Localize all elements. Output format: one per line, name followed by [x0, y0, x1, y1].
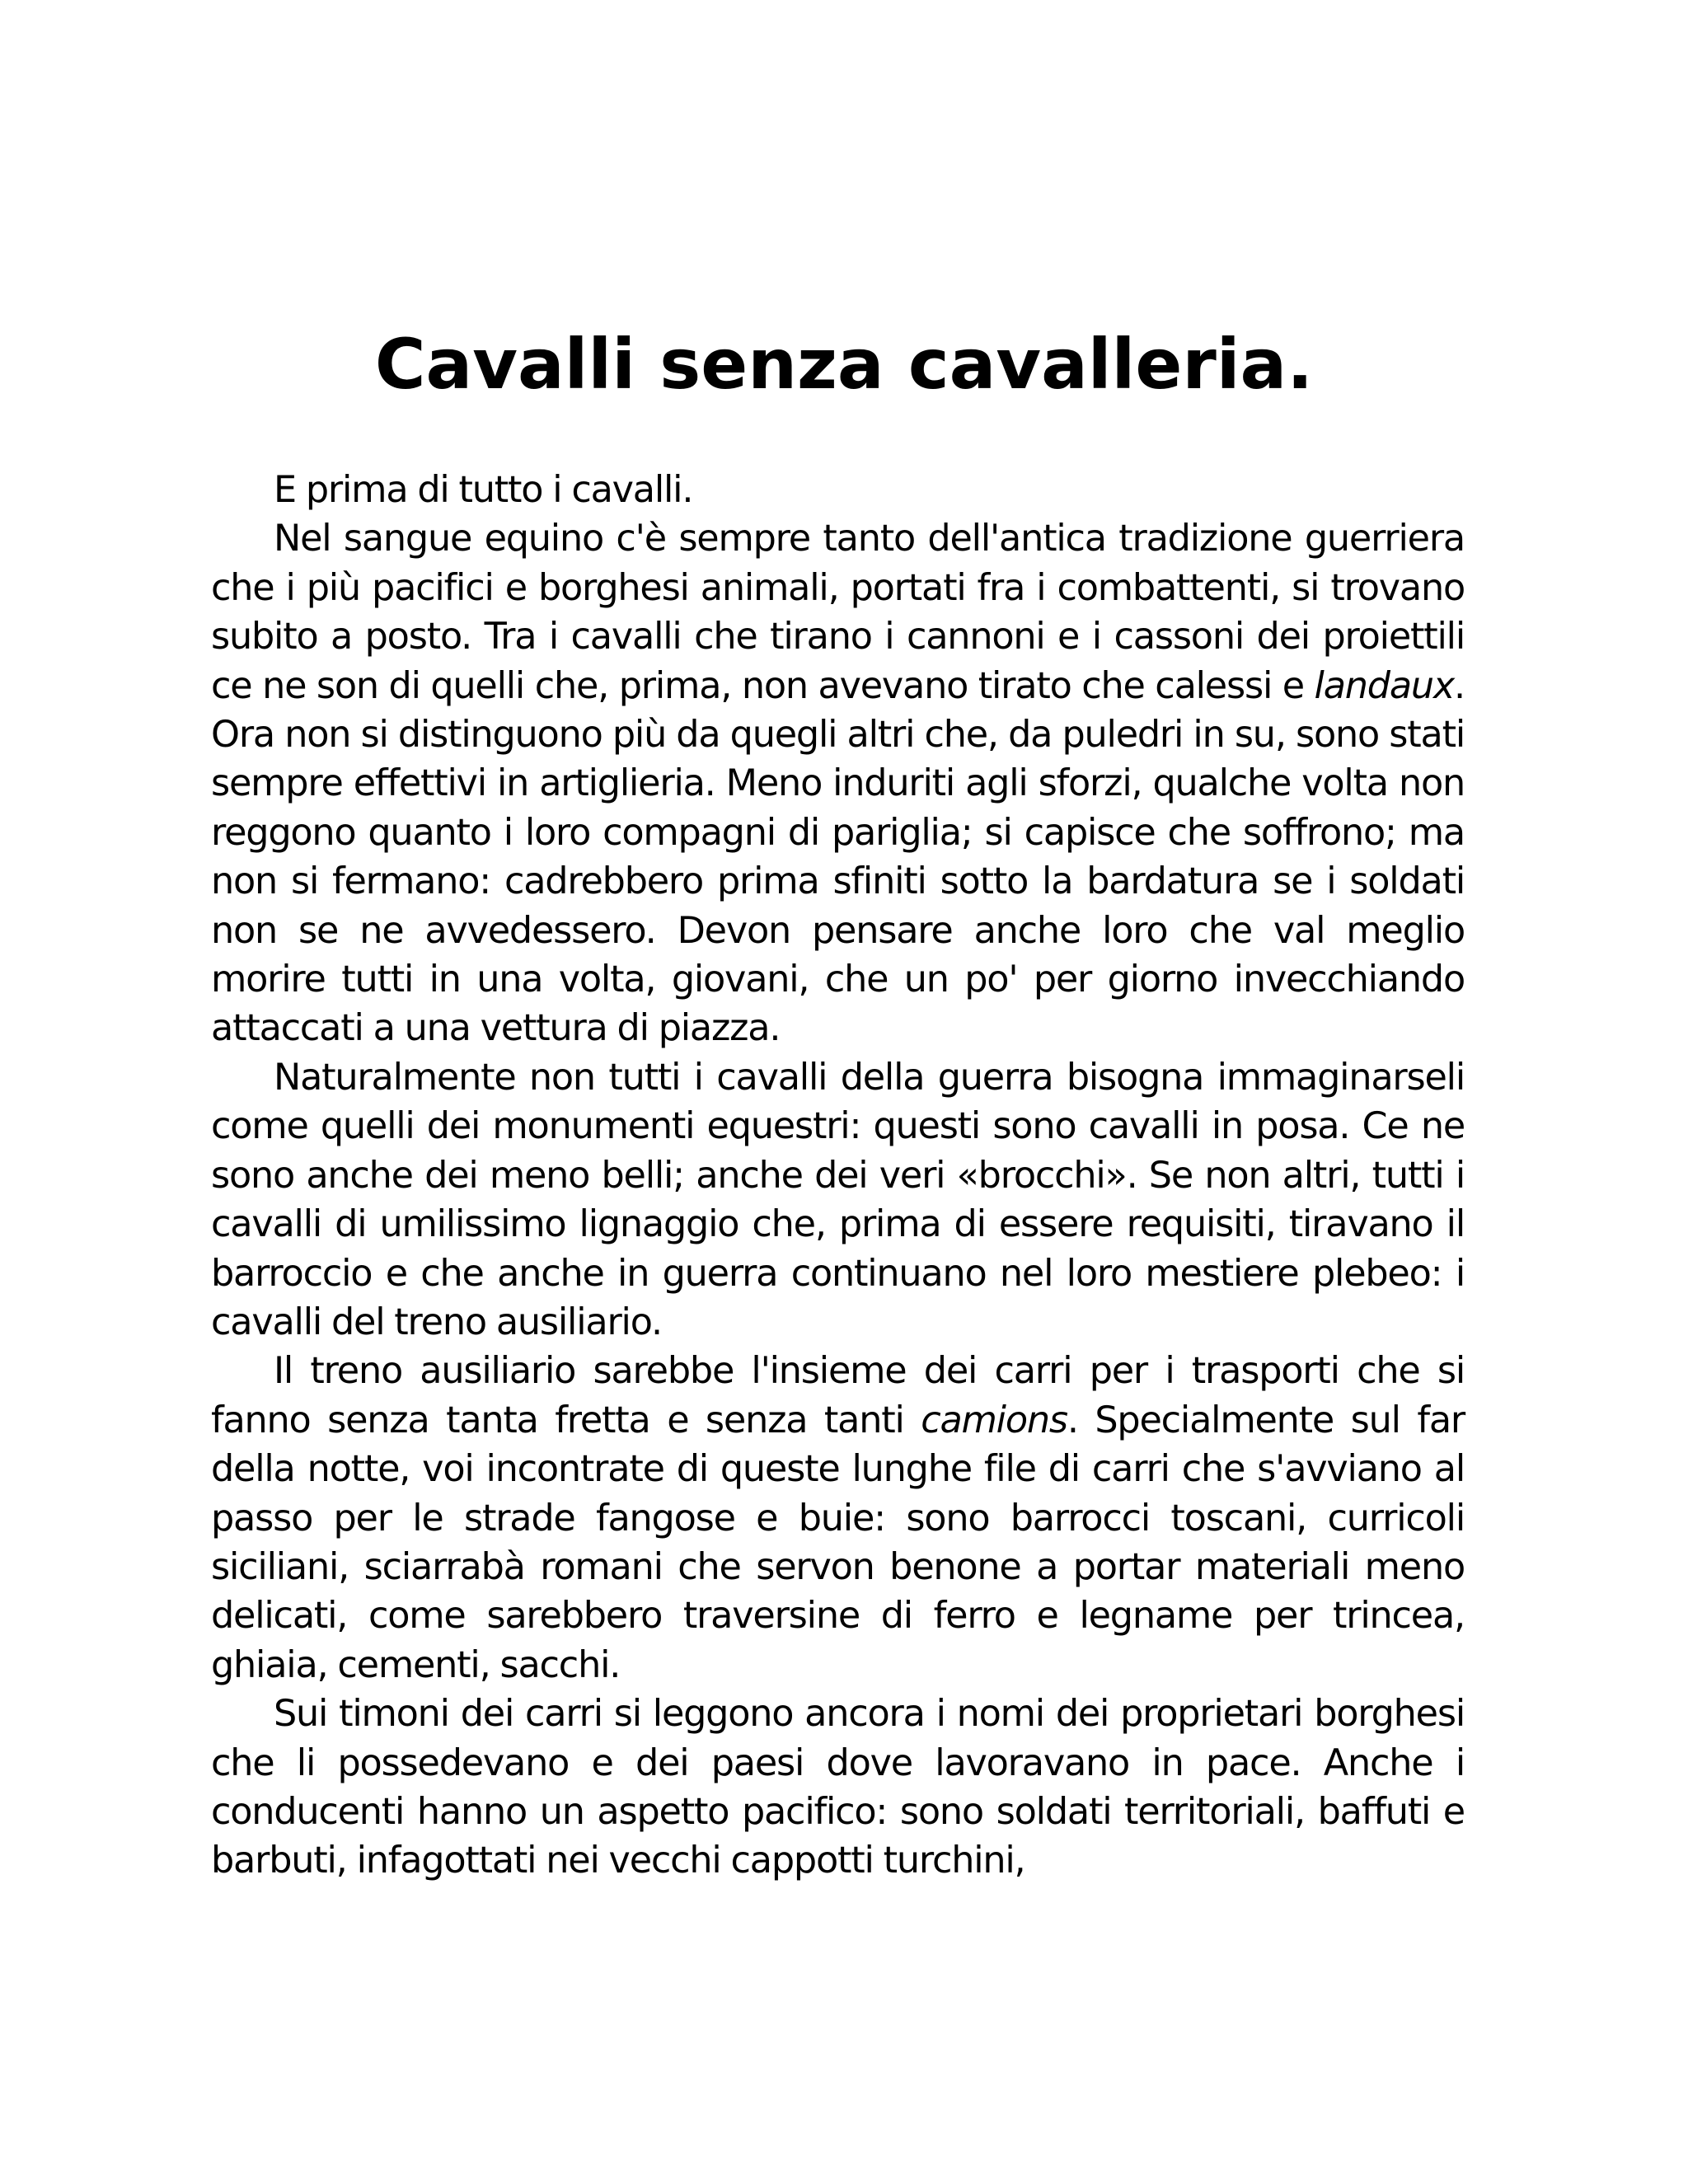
- paragraph-4-italic-word: camions: [921, 1399, 1067, 1441]
- paragraph-1: E prima di tutto i cavalli.: [274, 469, 693, 511]
- body-text: [211, 466, 1465, 1886]
- paragraph-5: Sui timoni dei carri si leggono ancora i nomi dei proprietari borghesi che li possedevano e dei paesi dove lavoravano in pace. Anche i conducenti hanno un aspetto pacifico: sono soldati territoriali, baffuti e barbuti, infagottati nei vecchi cappotti turchini,: [211, 1693, 1465, 1882]
- chapter-title: Cavalli senza cavalleria.: [374, 324, 1314, 405]
- paragraph-2-part-a: Nel sangue equino c'è sempre tanto dell'antica tradizione guerriera che i più pacifici e borghesi animali, portati fra i combattenti, si trovano subito a posto. Tra i cavalli che tirano i cannoni e i cassoni dei proiettili ce ne son di quelli che, prima, non avevano tirato che calessi e: [211, 518, 1465, 707]
- paragraph-4: [211, 1347, 1465, 1690]
- paragraph-4-part-b: . Specialmente sul far della notte, voi incontrate di queste lunghe file di carri che s'avviano al passo per le strade fangose e buie: sono barrocci toscani, curricoli siciliani, sciarrabà romani che servon benone a portar materiali meno delicati, come sarebbero traversine di ferro e legname per trincea, ghiaia, cementi, sacchi.: [211, 1399, 1465, 1686]
- paragraph-4-part-a: Il treno ausiliario sarebbe l'insieme dei carri per i trasporti che si fanno senza tanta fretta e senza tanti: [211, 1350, 1465, 1441]
- paragraph-3: Naturalmente non tutti i cavalli della guerra bisogna immaginarseli come quelli dei monumenti equestri: questi sono cavalli in posa. Ce ne sono anche dei meno belli; anche dei veri «brocchi». Se non altri, tutti i cavalli di umilissimo lignaggio che, prima di essere requisiti, tiravano il barroccio e che anche in guerra continuano nel loro mestiere plebeo: i cavalli del treno ausiliario.: [211, 1056, 1465, 1343]
- paragraph-2: [211, 514, 1465, 1052]
- paragraph-2-part-b: . Ora non si distinguono più da quegli altri che, da puledri in su, sono stati sempre effettivi in artiglieria. Meno induriti agli sforzi, qualche volta non reggono quanto i loro compagni di pariglia; si capisce che soffrono; ma non si fermano: cadrebbero prima sfiniti sotto la bardatura se i soldati non se ne avvedessero. Devon pensare anche loro che val meglio morire tutti in una volta, giovani, che un po' per giorno invecchiando attaccati a una vettura di piazza.: [211, 664, 1465, 1050]
- paragraph-2-italic-word: landaux: [1314, 664, 1455, 707]
